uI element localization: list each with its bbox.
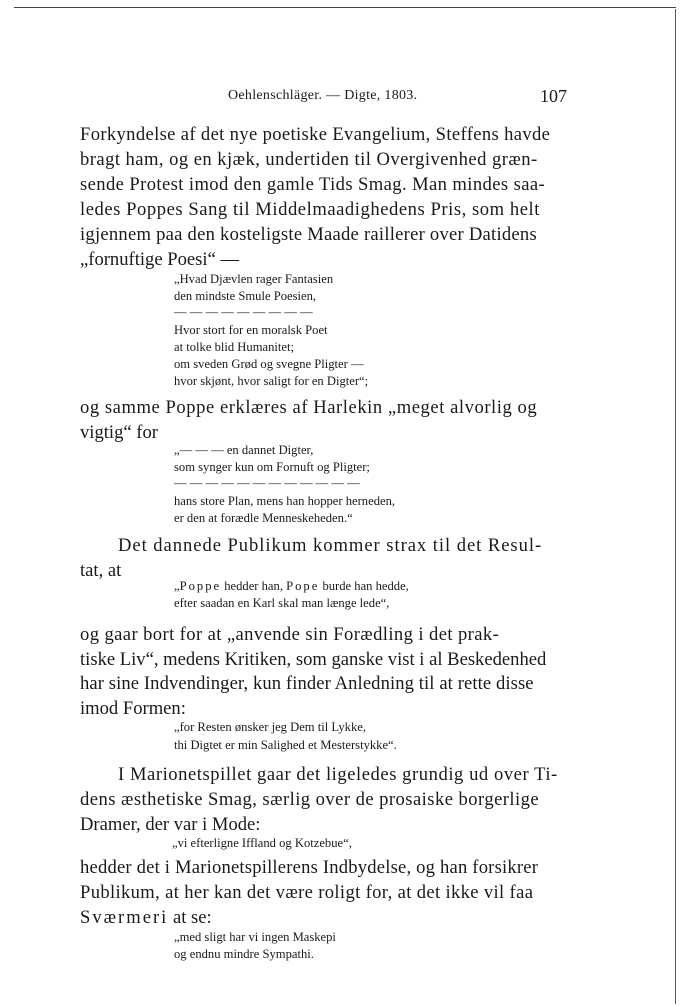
text-line: Forkyndelse af det nye poetiske Evangelium, Steffens havde	[80, 124, 551, 145]
text-line: sende Protest imod den gamle Tids Smag. Man mindes saa-	[80, 174, 546, 195]
text-line: tat, at	[80, 560, 122, 581]
text-line: vigtig“ for	[80, 422, 158, 443]
text-line: Dramer, der var i Mode:	[80, 814, 261, 835]
text-line: dens æsthetiske Smag, særlig over de prosaiske borgerlige	[80, 789, 540, 810]
verse-ellipsis-dashes: — — — — — — — — —	[174, 305, 313, 319]
spaced-name-pope: Pope	[286, 579, 320, 593]
text-line: hedder det i Marionetspillerens Indbydelse, og han forsikrer	[80, 857, 539, 878]
text-line: og samme Poppe erklæres af Harlekin „meget alvorlig og	[80, 397, 538, 418]
verse-text: hedder han,	[221, 579, 287, 593]
verse-line: thi Digtet er min Salighed et Mesterstykke“.	[174, 738, 397, 752]
verse-line: som synger kun om Fornuft og Pligter;	[174, 460, 370, 474]
text-line: bragt ham, og en kjæk, undertiden til Overgivenhed græn-	[80, 149, 538, 170]
verse-line	[174, 579, 409, 594]
text-line: imod Formen:	[80, 698, 186, 719]
verse-ellipsis-dashes: — — — — — — — — — — — —	[174, 476, 360, 490]
verse-line: at tolke blid Humanitet;	[174, 340, 294, 354]
verse-text: burde han hedde,	[319, 579, 409, 593]
text-line: Det dannede Publikum kommer strax til det Resul-	[118, 535, 543, 556]
verse-line: „vi efterligne Iffland og Kotzebue“,	[172, 836, 352, 850]
text-line: har sine Indvendinger, kun finder Anledning til at rette disse	[80, 673, 534, 694]
spaced-word-svaermeri: Sværmeri	[80, 907, 169, 928]
verse-quote-open: „	[174, 579, 180, 593]
text-line: ledes Poppes Sang til Middelmaadighedens Pris, som helt	[80, 199, 540, 220]
page-number: 107	[540, 86, 567, 106]
verse-line: hans store Plan, mens han hopper herneden,	[174, 494, 396, 508]
text-line: Publikum, at her kan det være roligt for, at det ikke vil faa	[80, 882, 534, 903]
text-fragment: at se:	[168, 907, 212, 928]
verse-line: „Hvad Djævlen rager Fantasien	[174, 272, 334, 286]
verse-line: hvor skjønt, hvor saligt for en Digter“;	[174, 374, 369, 388]
text-line: „fornuftige Poesi“ —	[80, 249, 240, 270]
verse-line: den mindste Smule Poesien,	[174, 289, 317, 303]
text-line: igjennem paa den kosteligste Maade raillerer over Datidens	[80, 224, 537, 245]
verse-line: Hvor stort for en moralsk Poet	[174, 323, 328, 337]
spaced-name-poppe: Poppe	[179, 579, 222, 593]
verse-line: „for Resten ønsker jeg Dem til Lykke,	[174, 720, 367, 734]
page-top-edge	[14, 7, 676, 8]
verse-line: er den at forædle Menneskeheden.“	[174, 511, 353, 525]
text-line: tiske Liv“, medens Kritiken, som ganske vist i al Beskedenhed	[80, 649, 547, 670]
page-right-edge	[675, 9, 676, 1004]
text-line: og gaar bort for at „anvende sin Forædling i det prak-	[80, 624, 500, 645]
verse-line: „med sligt har vi ingen Maskepi	[174, 930, 336, 944]
verse-line: om sveden Grød og svegne Pligter —	[174, 357, 364, 371]
page-header	[0, 86, 680, 110]
running-title: Oehlenschläger. — Digte, 1803.	[228, 88, 418, 103]
text-line	[80, 907, 212, 929]
verse-line: „— — — en dannet Digter,	[174, 443, 314, 457]
text-line: I Marionetspillet gaar det ligeledes grundig ud over Ti-	[118, 764, 558, 785]
verse-line: og endnu mindre Sympathi.	[174, 947, 314, 961]
verse-line: efter saadan en Karl skal man længe lede“,	[174, 596, 390, 610]
